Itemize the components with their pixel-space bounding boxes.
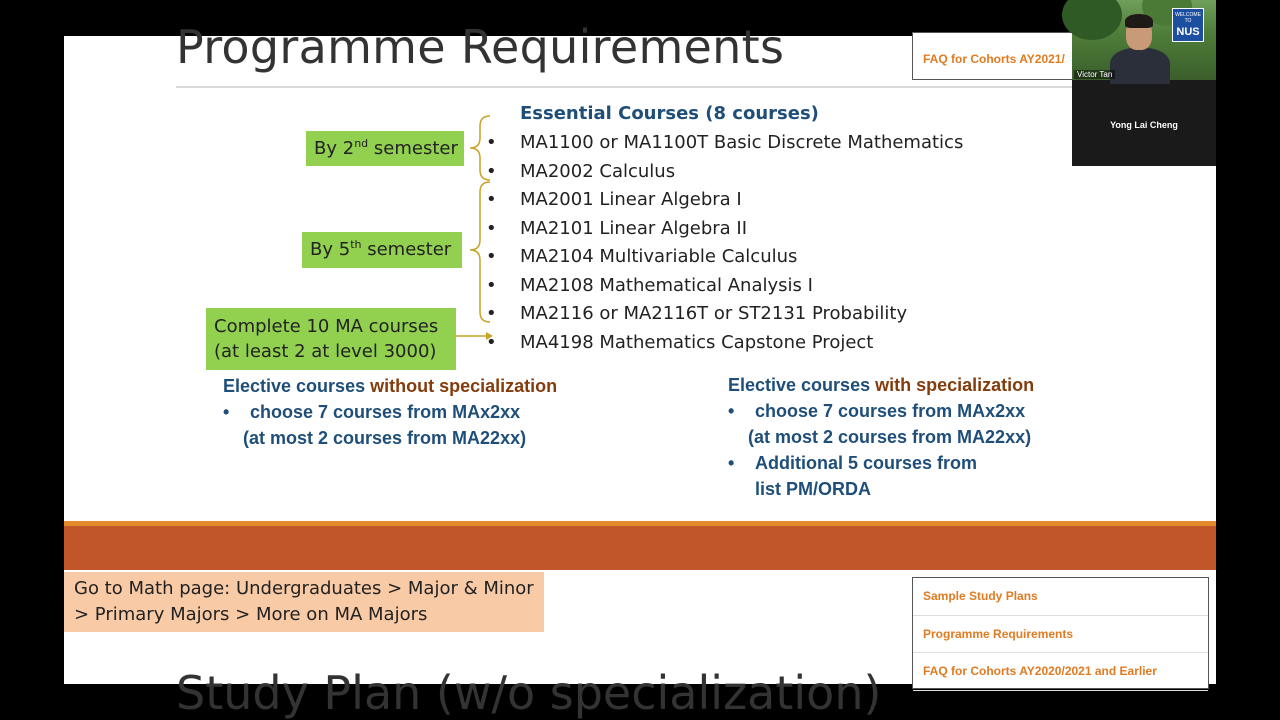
section-divider-band [64,526,1216,570]
nav-link-sample-study-plans[interactable]: Sample Study Plans [913,578,1208,616]
elective-with-line3: Additional 5 courses from [755,453,978,473]
participant-body [1110,48,1170,88]
milestone-sem2-suffix: semester [368,138,458,159]
milestone-sem5 [302,232,462,268]
participant-hair [1125,14,1153,28]
elective-with-line4: list PM/ORDA [755,479,872,499]
note-line1: Go to Math page: Undergraduates > Major & Minor [74,578,534,599]
course-item: • MA2116 or MA2116T or ST2131 Probability [492,300,1032,329]
course-item: • MA2104 Multivariable Calculus [492,243,1032,272]
course-item: • MA2001 Linear Algebra I [492,186,1032,215]
nav-link-programme-requirements[interactable]: Programme Requirements [913,616,1208,654]
elective-without-heading-b: without specialization [370,376,558,396]
nus-sign [1172,8,1204,42]
milestone-complete-line2: (at least 2 at level 3000) [214,341,437,362]
elective-with-line2: (at most 2 courses from MA22xx) [748,427,1032,447]
video-participants-panel [1072,0,1216,166]
page-nav-box-top [912,32,1084,80]
course-item: • MA2002 Calculus [492,158,1032,187]
milestone-sem5-sup: th [350,238,362,251]
elective-without-heading-a: Elective courses [223,376,371,396]
bullet-icon: • [223,402,230,422]
course-item: • MA2101 Linear Algebra II [492,215,1032,244]
note-line2: > Primary Majors > More on MA Majors [74,604,428,625]
elective-with-heading-b: with specialization [875,375,1035,395]
milestone-sem2 [306,131,464,166]
elective-without-heading [223,376,557,397]
course-item: • MA2108 Mathematical Analysis I [492,272,1032,301]
nus-sign-big: NUS [1176,26,1200,38]
participant-video-tile[interactable] [1072,0,1216,80]
essential-courses-heading: Essential Courses (8 courses) [520,103,819,124]
participant-name-label: Victor Tan [1074,70,1115,79]
slide-title: Programme Requirements [176,20,785,74]
course-item: • MA4198 Mathematics Capstone Project [492,329,1032,358]
elective-with-line1: choose 7 courses from MAx2xx [755,401,1026,421]
math-page-navigation-note [64,572,544,632]
bullet-icon: • [728,453,735,473]
milestone-sem5-suffix: semester [361,239,452,260]
elective-without-line2: (at most 2 courses from MA22xx) [243,428,527,448]
title-divider [176,86,1136,88]
nav-link-faq-ay2020[interactable]: FAQ for Cohorts AY2020/2021 and Earlier [913,653,1208,691]
next-slide-title: Study Plan (w/o specialization) [176,666,882,720]
essential-courses-list [492,101,1032,357]
elective-with-heading-a: Elective courses [728,375,876,395]
nav-link-faq-ay2021[interactable]: FAQ for Cohorts AY2021/ [923,52,1065,66]
elective-without-line1: choose 7 courses from MAx2xx [250,402,521,422]
elective-with-heading [728,375,1034,396]
milestone-sem2-sup: nd [354,137,369,150]
milestone-complete-line1: Complete 10 MA courses [214,316,439,337]
participant-tile-no-video[interactable] [1072,84,1216,166]
milestone-complete [206,308,456,370]
bullet-icon: • [728,401,735,421]
participant-name-label: Yong Lai Cheng [1110,120,1178,130]
course-item: • MA1100 or MA1100T Basic Discrete Mathematics [492,129,1032,158]
page-nav-box-bottom [912,577,1209,689]
milestone-sem2-prefix: By 2 [314,138,355,159]
nus-sign-small: WELCOME TO [1175,12,1201,24]
milestone-sem5-prefix: By 5 [310,239,351,260]
